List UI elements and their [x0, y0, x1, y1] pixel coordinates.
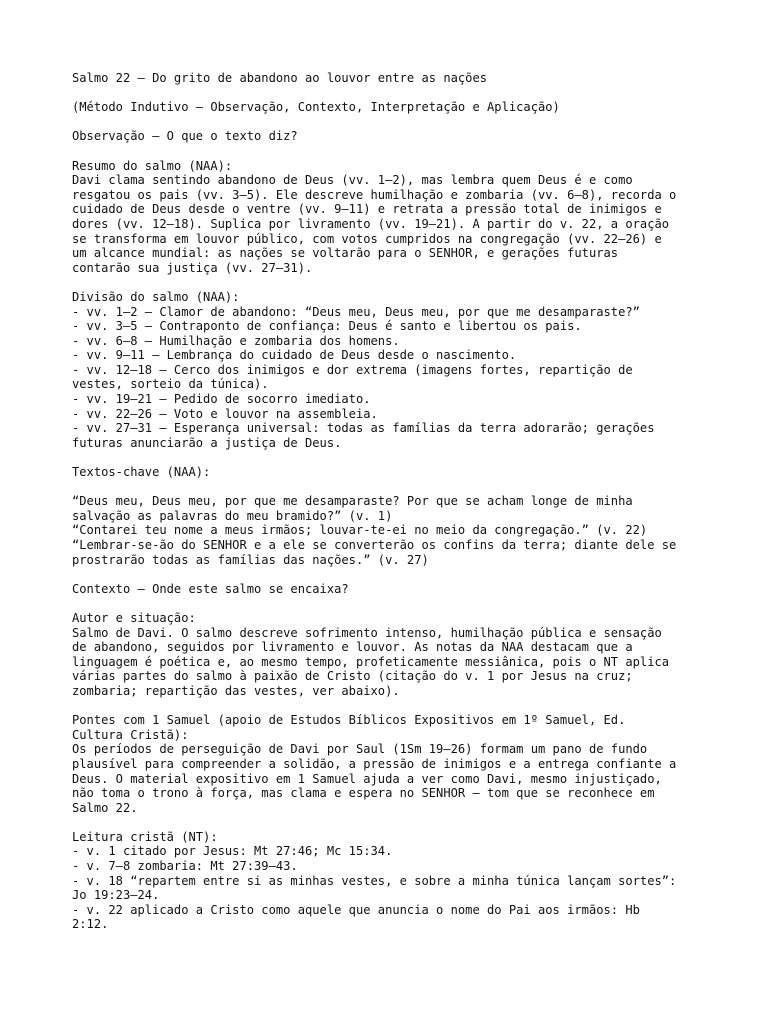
blank-line — [72, 275, 708, 290]
text-line: Leitura cristã (NT): — [72, 829, 218, 844]
text-line: - vv. 3–5 — Contraponto de confiança: Deus é santo e libertou os pais. — [72, 319, 582, 334]
text-line: - vv. 22–26 — Voto e louvor na assembleia. — [72, 406, 378, 421]
blank-line — [72, 115, 708, 130]
text-line: não toma o trono à força, mas clama e espera no SENHOR — tom que se reconhece em — [72, 786, 655, 801]
text-line: Deus. O material expositivo em 1 Samuel ajuda a ver como Davi, mesmo injustiçado, — [72, 771, 662, 786]
text-line: plausível para compreender a solidão, a pressão de inimigos e a entrega confiante a — [72, 756, 677, 771]
text-line: Davi clama sentindo abandono de Deus (vv. 1–2), mas lembra quem Deus é e como — [72, 173, 633, 188]
text-line: - vv. 19–21 — Pedido de socorro imediato. — [72, 392, 371, 407]
blank-line — [72, 567, 708, 582]
text-line: - vv. 9–11 — Lembrança do cuidado de Deus desde o nascimento. — [72, 348, 517, 363]
text-line: - vv. 1–2 — Clamor de abandono: “Deus meu, Deus meu, por que me desamparaste?” — [72, 304, 640, 319]
text-line: - v. 18 “repartem entre si as minhas vestes, e sobre a minha túnica lançam sortes”: — [72, 873, 677, 888]
text-line: “Lembrar-se-ão do SENHOR e a ele se converterão os confins da terra; diante dele se — [72, 538, 677, 552]
text-line: salvação as palavras do meu bramido?” (v. 1) — [72, 508, 393, 523]
text-line: “Deus meu, Deus meu, por que me desamparaste? Por que se acham longe de minha — [72, 494, 633, 509]
text-line: - vv. 27–31 — Esperança universal: todas as famílias da terra adorarão; gerações — [72, 421, 655, 436]
text-line: (Método Indutivo – Observação, Contexto, Interpretação e Aplicação) — [72, 100, 560, 115]
text-line: - vv. 12–18 — Cerco dos inimigos e dor extrema (imagens fortes, repartição de — [72, 362, 633, 377]
text-line: Salmo de Davi. O salmo descreve sofrimento intenso, humilhação pública e sensação — [72, 625, 662, 640]
text-line: - v. 1 citado por Jesus: Mt 27:46; Mc 15:34. — [72, 844, 393, 859]
text-line: dores (vv. 12–18). Suplica por livramento (vv. 19–21). A partir do v. 22, a oração — [72, 216, 670, 231]
text-line: Autor e situação: — [72, 610, 196, 625]
text-line: - vv. 6–8 — Humilhação e zombaria dos homens. — [72, 333, 400, 348]
text-line: vestes, sorteio da túnica). — [72, 377, 269, 392]
text-line: Divisão do salmo (NAA): — [72, 289, 240, 304]
text-line: Cultura Cristã): — [72, 727, 189, 742]
blank-line — [72, 86, 708, 101]
text-line: Observação — O que o texto diz? — [72, 129, 298, 144]
text-line: Pontes com 1 Samuel (apoio de Estudos Bíblicos Expositivos em 1º Samuel, Ed. — [72, 713, 626, 728]
text-line: “Contarei teu nome a meus irmãos; louvar-te-ei no meio da congregação.” (v. 22) — [72, 523, 648, 538]
text-line: várias partes do salmo à paixão de Cristo (citação do v. 1 por Jesus na cruz; — [72, 669, 633, 684]
text-line: Resumo do salmo (NAA): — [72, 158, 233, 173]
text-line: futuras anunciarão a justiça de Deus. — [72, 435, 342, 450]
text-line: resgatou os pais (vv. 3–5). Ele descreve humilhação e zombaria (vv. 6–8), recorda o — [72, 187, 677, 202]
blank-line — [72, 144, 708, 159]
text-line: Os períodos de perseguição de Davi por Saul (1Sm 19–26) formam um pano de fundo — [72, 742, 648, 757]
text-line: Textos-chave (NAA): — [72, 465, 211, 480]
text-line: Salmo 22. — [72, 800, 138, 815]
text-line: Contexto — Onde este salmo se encaixa? — [72, 581, 349, 596]
text-line: - v. 22 aplicado a Cristo como aquele que anuncia o nome do Pai aos irmãos: Hb — [72, 902, 640, 917]
blank-line — [72, 450, 708, 465]
text-line: 2:12. — [72, 917, 109, 932]
text-line: Jo 19:23–24. — [72, 888, 160, 903]
text-line: linguagem é poética e, ao mesmo tempo, profeticamente messiânica, pois o NT aplica — [72, 654, 670, 669]
text-line: se transforma em louvor público, com votos cumpridos na congregação (vv. 22–26) e — [72, 231, 662, 246]
blank-line — [72, 480, 708, 495]
text-line: zombaria; repartição das vestes, ver abaixo). — [72, 683, 400, 698]
text-line: cuidado de Deus desde o ventre (vv. 9–11) e retrata a pressão total de inimigos e — [72, 202, 662, 217]
text-line: um alcance mundial: as nações se voltarão para o SENHOR, e gerações futuras — [72, 246, 619, 261]
blank-line — [72, 699, 708, 714]
blank-line — [72, 596, 708, 611]
text-line: contarão sua justiça (vv. 27–31). — [72, 260, 313, 275]
text-line: prostrarão todas as famílias das nações.” (v. 27) — [72, 552, 429, 567]
blank-line — [72, 815, 708, 830]
text-line: - v. 7–8 zombaria: Mt 27:39–43. — [72, 859, 298, 874]
text-line: de abandono, seguidos por livramento e louvor. As notas da NAA destacam que a — [72, 640, 633, 655]
text-line: Salmo 22 — Do grito de abandono ao louvor entre as nações — [72, 71, 488, 85]
